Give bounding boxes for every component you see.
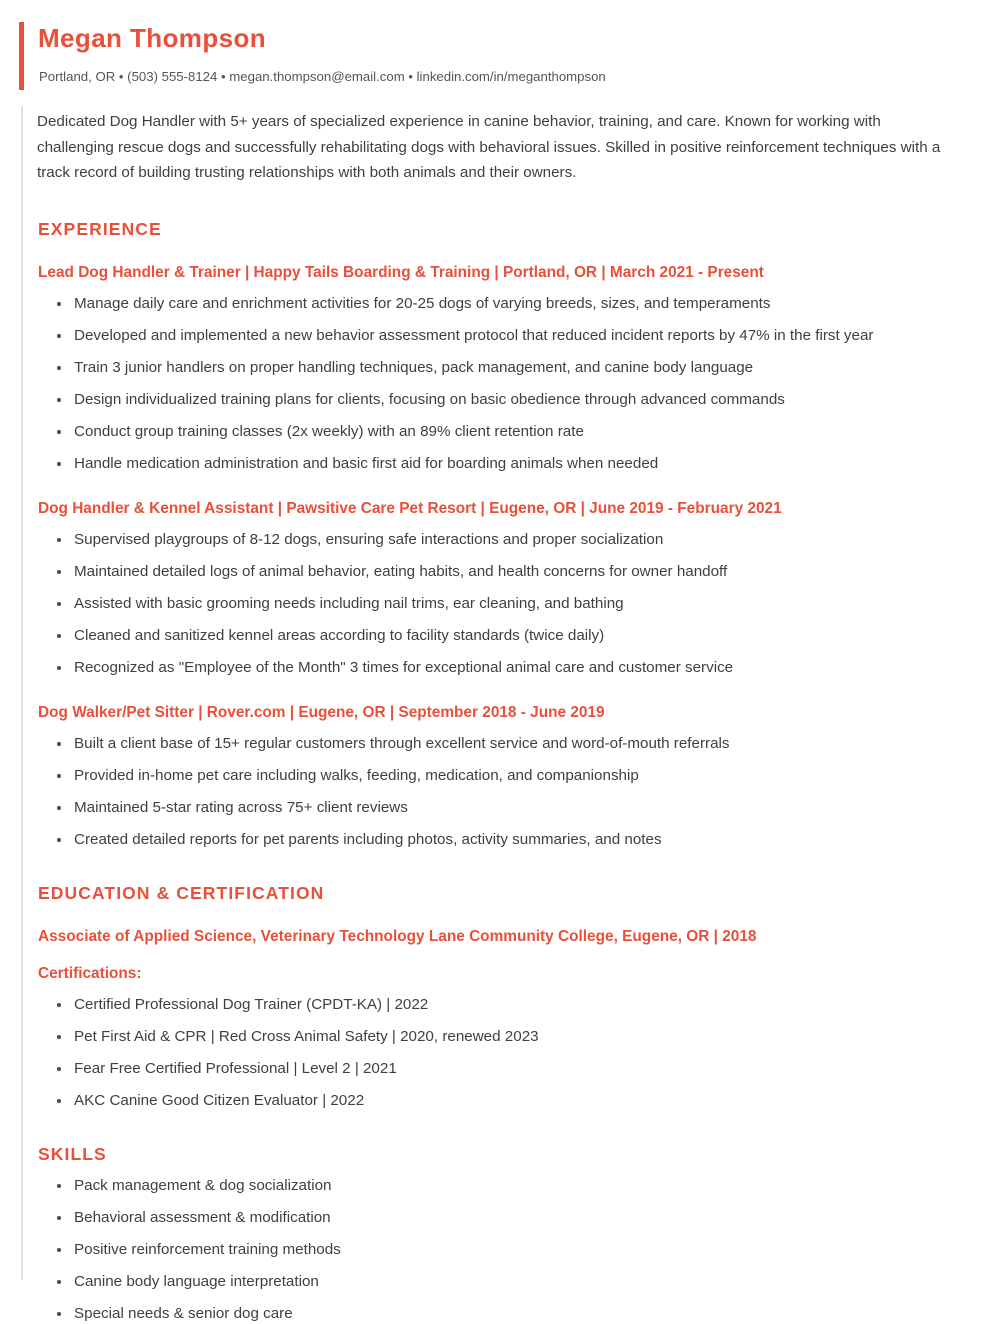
experience-bullet: Created detailed reports for pet parents including photos, activity summaries, and notes — [37, 830, 959, 850]
skills-list — [37, 1176, 959, 1324]
certifications-label: Certifications: — [38, 964, 142, 982]
section-title-education: EDUCATION & CERTIFICATION — [38, 882, 325, 903]
certifications-list — [37, 995, 959, 1111]
experience-entry — [37, 263, 959, 474]
experience-entry-heading: Dog Walker/Pet Sitter | Rover.com | Eugene, OR | September 2018 - June 2019 — [38, 703, 605, 721]
experience-entry-heading: Lead Dog Handler & Trainer | Happy Tails Boarding & Training | Portland, OR | March 2021 - Present — [38, 263, 764, 281]
experience-bullet-list — [37, 734, 959, 850]
skill-item: Pack management & dog socialization — [37, 1176, 959, 1196]
professional-summary: Dedicated Dog Handler with 5+ years of specialized experience in canine behavior, training, and care. Known for working with challenging rescue dogs and successfully rehabilitating dogs with behavioral issues. Skilled in positive reinforcement techniques with a track record of building trusting relationships with both animals and their owners. — [37, 113, 941, 182]
experience-bullet: Supervised playgroups of 8-12 dogs, ensuring safe interactions and proper socialization — [37, 530, 959, 550]
experience-bullet: Developed and implemented a new behavior assessment protocol that reduced incident reports by 47% in the first year — [37, 326, 959, 346]
skill-item: Positive reinforcement training methods — [37, 1240, 959, 1260]
certification-item: AKC Canine Good Citizen Evaluator | 2022 — [37, 1091, 959, 1111]
experience-entry — [37, 703, 959, 850]
experience-bullet: Train 3 junior handlers on proper handling techniques, pack management, and canine body language — [37, 358, 959, 378]
experience-bullet: Maintained 5-star rating across 75+ client reviews — [37, 798, 959, 818]
experience-bullet: Conduct group training classes (2x weekly) with an 89% client retention rate — [37, 422, 959, 442]
section-experience — [37, 219, 959, 850]
section-title-experience: EXPERIENCE — [38, 218, 162, 239]
experience-bullet: Maintained detailed logs of animal behavior, eating habits, and health concerns for owner handoff — [37, 562, 959, 582]
section-education — [37, 883, 959, 1111]
contact-line: Portland, OR • (503) 555-8124 • megan.thompson@email.com • linkedin.com/in/meganthompson — [39, 68, 606, 84]
skill-item: Behavioral assessment & modification — [37, 1208, 959, 1228]
candidate-name: Megan Thompson — [38, 23, 267, 53]
skill-item: Special needs & senior dog care — [37, 1304, 959, 1324]
experience-entry-heading: Dog Handler & Kennel Assistant | Pawsitive Care Pet Resort | Eugene, OR | June 2019 - February 2021 — [38, 499, 782, 517]
experience-bullet-list — [37, 294, 959, 474]
experience-bullet: Built a client base of 15+ regular customers through excellent service and word-of-mouth referrals — [37, 734, 959, 754]
experience-bullet: Manage daily care and enrichment activities for 20-25 dogs of varying breeds, sizes, and temperaments — [37, 294, 959, 314]
section-title-skills: SKILLS — [38, 1143, 107, 1164]
certification-item: Certified Professional Dog Trainer (CPDT-KA) | 2022 — [37, 995, 959, 1015]
experience-bullet-list — [37, 530, 959, 678]
experience-bullet: Assisted with basic grooming needs including nail trims, ear cleaning, and bathing — [37, 594, 959, 614]
education-degree: Associate of Applied Science, Veterinary Technology Lane Community College, Eugene, OR | 2018 — [38, 927, 757, 945]
experience-bullet: Recognized as "Employee of the Month" 3 times for exceptional animal care and customer service — [37, 658, 959, 678]
experience-entry — [37, 499, 959, 678]
experience-bullet: Handle medication administration and basic first aid for boarding animals when needed — [37, 454, 959, 474]
skill-item: Canine body language interpretation — [37, 1272, 959, 1292]
section-skills — [37, 1144, 959, 1324]
resume-header — [37, 0, 959, 86]
experience-bullet: Design individualized training plans for clients, focusing on basic obedience through advanced commands — [37, 390, 959, 410]
experience-bullet: Cleaned and sanitized kennel areas according to facility standards (twice daily) — [37, 626, 959, 646]
certification-item: Fear Free Certified Professional | Level 2 | 2021 — [37, 1059, 959, 1079]
experience-bullet: Provided in-home pet care including walks, feeding, medication, and companionship — [37, 766, 959, 786]
certification-item: Pet First Aid & CPR | Red Cross Animal Safety | 2020, renewed 2023 — [37, 1027, 959, 1047]
